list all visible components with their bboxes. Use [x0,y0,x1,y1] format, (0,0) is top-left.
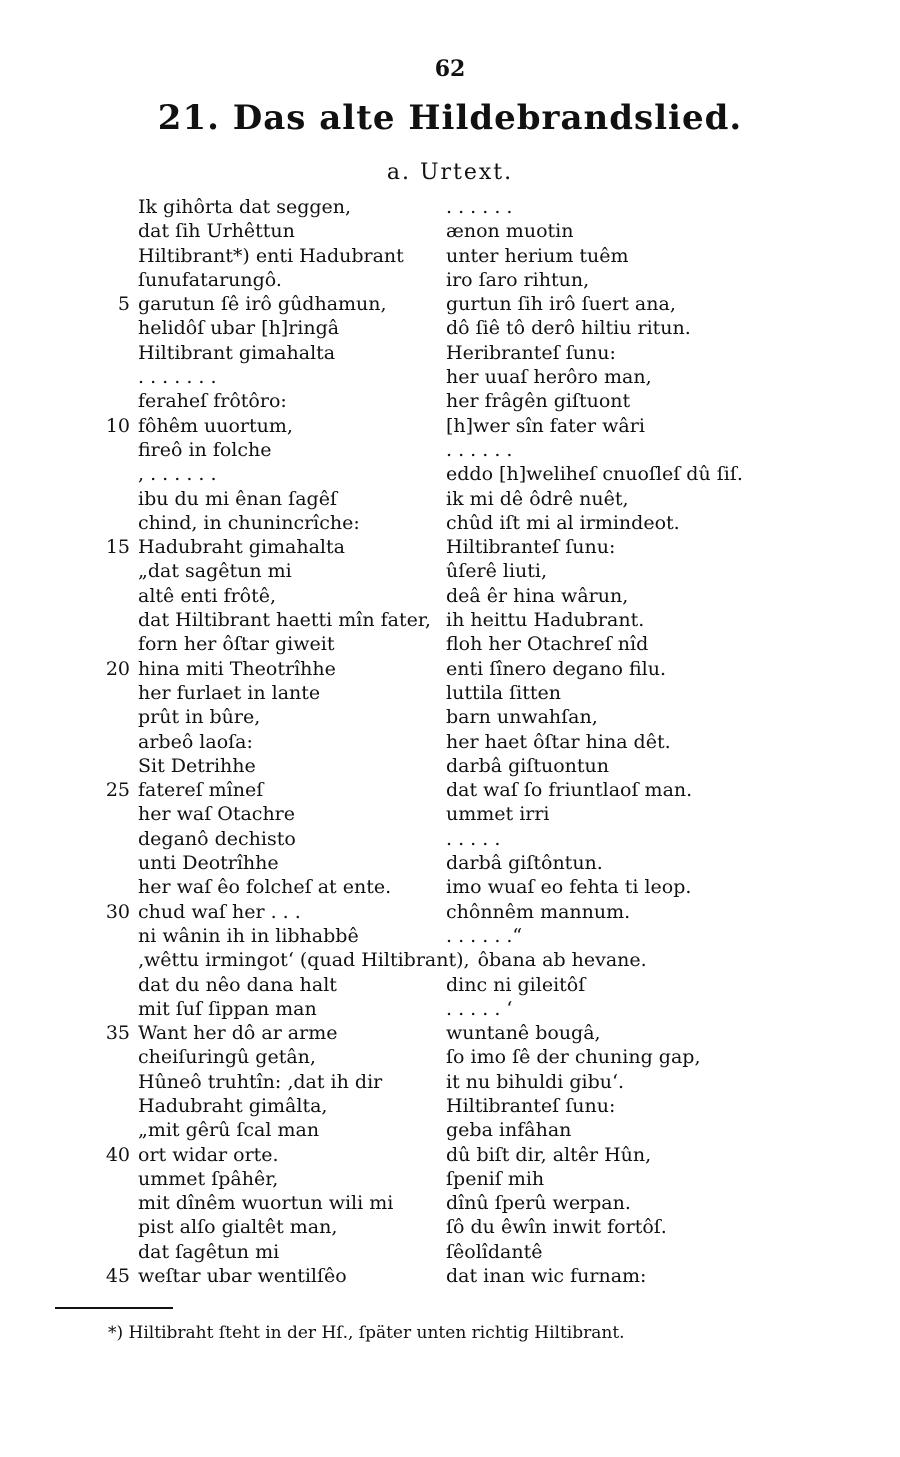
verse-line [0,730,900,754]
line-number: 30 [105,900,130,923]
verse-line [0,754,900,778]
verse-line [0,341,900,365]
verse-right: Hiltibranteſ ſunu: [446,1094,616,1117]
verse-left: Want her dô ar arme [138,1022,338,1045]
verse-line [0,924,900,948]
verse-right: dat inan wic furnam: [446,1265,647,1288]
verse-line [0,827,900,851]
footnote-divider [55,1307,173,1309]
verse-left: ummet ſpâhêr, [138,1167,279,1190]
verse-line [0,802,900,826]
verse-right: ſêolîdantê [446,1240,543,1263]
verse-line [0,316,900,340]
verse-line [0,632,900,656]
verse-right: chûd iſt mi al irmindeot. [446,511,680,534]
section-subtitle: a. Urtext. [386,160,514,185]
verse-right: floh her Otachreſ nîd [446,633,649,656]
verse-left: garutun ſê irô gûdhamun, [138,293,387,316]
verse-left: Ik gihôrta dat seggen, [138,196,352,218]
verse-right: eddo [h]weliheſ cnuoſleſ dû ſiſ. [446,463,743,486]
verse-line [0,559,900,583]
verse-right: ik mi dê ôdrê nuêt, [446,487,629,510]
verse-left: . . . . . . . [138,366,217,389]
verse-right: dô ſiê tô derô hiltiu ritun. [446,317,691,340]
verse-right: unter herium tuêm [446,244,629,267]
verse-right: ummet irri [446,803,550,826]
verse-line [0,1045,900,1069]
verse-left: arbeô laoſa: [138,730,253,753]
verse-line [0,1167,900,1191]
verse-left: unti Deotrîhhe [138,852,279,875]
verse-left: weſtar ubar wentilſêo [138,1265,347,1288]
verse-line [0,948,900,972]
verse-right: ſpeniſ mih [446,1167,545,1190]
verse-left: „mit gêrû ſcal man [138,1119,320,1142]
line-number: 10 [105,414,130,437]
verse-left: Hadubraht gimâlta, [138,1094,328,1117]
verse-left: her waſ êo folcheſ at ente. [138,876,392,899]
verse-left: ſunufatarungô. [138,268,282,291]
verse-left: helidôſ ubar [h]ringâ [138,317,340,340]
verse-right: luttila ſitten [446,681,561,704]
verse-left: fatereſ mîneſ [138,779,264,802]
verse-line [0,244,900,268]
line-number: 15 [105,536,130,559]
verse-right: ûſerê liuti, [446,560,548,583]
verse-line [0,1118,900,1142]
verse-left: forn her ôſtar giweit [138,633,335,656]
verse-left: ort widar orte. [138,1143,279,1166]
verse-left: Hadubraht gimahalta [138,536,345,559]
verse-line [0,851,900,875]
verse-right: dînû ſperû werpan. [446,1192,631,1215]
verse-left: dat Hiltibrant haetti mîn fater, [138,609,431,632]
verse-line [0,462,900,486]
verse-left: ni wânin ih in libhabbê [138,924,359,947]
verse-line [0,195,900,219]
verse-line [0,292,900,316]
verse-right: her frâgên giſtuont [446,390,631,413]
verse-left: , . . . . . . [138,463,217,486]
verse-line [0,584,900,608]
verse-left: dat ſih Urhêttun [138,220,295,243]
verse-right: geba infâhan [446,1119,572,1142]
verse-right: Hiltibranteſ ſunu: [446,536,616,559]
line-number: 35 [105,1022,130,1045]
verse-left: altê enti frôtê, [138,584,277,607]
verse-left: Sit Detrihhe [138,754,256,777]
verse-right: her uuaſ herôro man, [446,366,652,389]
verse-right: her haet ôſtar hina dêt. [446,730,671,753]
verse-left: chud waſ her . . . [138,900,301,923]
verse-right: enti ſînero degano filu. [446,657,667,680]
verse-line [0,997,900,1021]
verse-line [0,1240,900,1264]
verse-right: ſô du êwîn inwit fortôſ. [446,1216,667,1239]
verse-left: deganô dechisto [138,827,296,850]
line-number: 45 [105,1265,130,1288]
verse-line [0,268,900,292]
verse-line [0,705,900,729]
verse-left: dat du nêo dana halt [138,973,337,996]
verse-right: ih heittu Hadubrant. [446,609,645,632]
verse-left: Hûneô truhtîn: ‚dat ih dir [138,1070,383,1093]
verse-right: darbâ giſtuontun [446,754,610,777]
verse-left: mit dînêm wuortun wili mi [138,1192,394,1215]
verse-right: . . . . . . [446,438,513,461]
verse-left: her waſ Otachre [138,803,296,826]
verse-right: ſo imo ſê der chuning gap, [446,1046,701,1069]
verse-left: her furlaet in lante [138,681,321,704]
verse-line [0,608,900,632]
verse-right: dat waſ ſo friuntlaoſ man. [446,779,693,802]
verse-left: prût in bûre, [138,706,261,729]
line-number: 20 [105,657,130,680]
line-number: 5 [117,293,130,316]
verse-right: barn unwahſan, [446,706,598,729]
verse-line [0,511,900,535]
verse-line [0,657,900,681]
verse-right: [h]wer sîn fater wâri [446,414,645,437]
verse-left: cheiſuringû getân, [138,1046,316,1069]
verse-left: dat ſagêtun mi [138,1240,280,1263]
verse-right: ôbana ab hevane. [477,949,647,972]
verse-line [0,1094,900,1118]
verse-line [0,875,900,899]
verse-line [0,1070,900,1094]
verse-line [0,973,900,997]
verse-right: dû biſt dir, altêr Hûn, [446,1143,652,1166]
verse-left: hina miti Theotrîhhe [138,657,336,680]
poem-text [0,195,900,1288]
footnote: *) Hiltibraht ſteht in der Hſ., ſpäter unten richtig Hiltibrant. [108,1323,625,1343]
verse-right: imo wuaſ eo fehta ti leop. [446,876,692,899]
verse-right: deâ êr hina wârun, [446,584,629,607]
line-number: 25 [105,779,130,802]
verse-right: wuntanê bougâ, [446,1022,601,1045]
verse-right: gurtun ſih irô ſuert ana, [446,293,676,316]
verse-right: . . . . . [446,827,501,850]
verse-line [0,389,900,413]
verse-line [0,438,900,462]
verse-left: fireô in folche [138,438,272,461]
verse-line [0,487,900,511]
verse-left: „dat sagêtun mi [138,560,292,583]
verse-left: fôhêm uuortum, [138,414,293,437]
verse-left: pist alſo gialtêt man, [138,1216,338,1239]
verse-right: chônnêm mannum. [446,900,631,923]
verse-left: ‚wêttu irmingot‘ (quad Hiltibrant), [138,949,470,972]
line-number: 40 [105,1143,130,1166]
verse-line [0,219,900,243]
verse-line [0,1264,900,1288]
poem-title: 21. Das alte Hildebrandslied. [157,98,743,138]
verse-line [0,778,900,802]
verse-left: feraheſ frôtôro: [138,390,287,413]
verse-line [0,1215,900,1239]
verse-right: Heribranteſ ſunu: [446,341,616,364]
verse-line [0,681,900,705]
verse-line [0,1021,900,1045]
verse-left: ibu du mi ênan ſagêſ [138,487,337,510]
verse-line [0,1143,900,1167]
verse-left: Hiltibrant*) enti Hadubrant [138,244,404,267]
verse-right: . . . . . ‘ [446,997,513,1020]
page-number: 62 [434,56,466,82]
verse-right: it nu bihuldi gibu‘. [446,1070,625,1093]
verse-left: Hiltibrant gimahalta [138,341,336,364]
verse-line [0,900,900,924]
verse-left: chind, in chunincrîche: [138,511,360,534]
verse-line [0,1191,900,1215]
verse-line [0,414,900,438]
verse-right: . . . . . .“ [446,924,523,947]
verse-right: . . . . . . [446,196,513,218]
verse-right: iro ſaro rihtun, [446,268,590,291]
verse-right: dinc ni gileitôſ [446,973,586,996]
verse-left: mit ſuſ ſippan man [138,997,317,1020]
verse-line [0,365,900,389]
verse-line [0,535,900,559]
verse-right: ænon muotin [446,220,574,243]
verse-right: darbâ giſtôntun. [446,852,603,875]
